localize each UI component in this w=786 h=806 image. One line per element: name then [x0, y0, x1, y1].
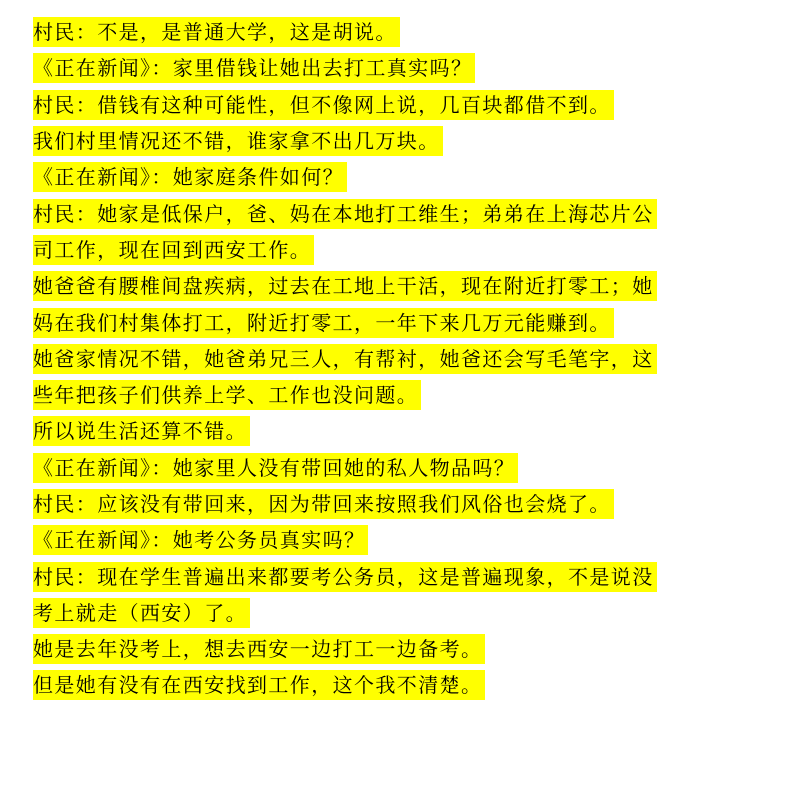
- highlighted-text: 妈在我们村集体打工，附近打零工，一年下来几万元能赚到。: [33, 308, 614, 338]
- text-line: [33, 486, 753, 522]
- text-line: [33, 87, 753, 123]
- highlighted-text: 她爸家情况不错，她爸弟兄三人，有帮衬，她爸还会写毛笔字，这: [33, 344, 657, 374]
- text-line: [33, 377, 753, 413]
- text-line: [33, 232, 753, 268]
- highlighted-text: 村民：现在学生普遍出来都要考公务员，这是普遍现象，不是说没: [33, 562, 657, 592]
- text-line: [33, 50, 753, 86]
- text-line: [33, 631, 753, 667]
- text-line: [33, 595, 753, 631]
- highlighted-text: 《正在新闻》：她家庭条件如何？: [33, 162, 347, 192]
- highlighted-text: 她是去年没考上，想去西安一边打工一边备考。: [33, 634, 485, 664]
- text-line: [33, 268, 753, 304]
- highlighted-text: 《正在新闻》：她考公务员真实吗？: [33, 525, 368, 555]
- highlighted-text: 村民：借钱有这种可能性，但不像网上说，几百块都借不到。: [33, 90, 614, 120]
- highlighted-text: 村民：应该没有带回来，因为带回来按照我们风俗也会烧了。: [33, 489, 614, 519]
- highlighted-text: 《正在新闻》：她家里人没有带回她的私人物品吗？: [33, 453, 518, 483]
- text-line: [33, 450, 753, 486]
- text-line: [33, 123, 753, 159]
- highlighted-text: 但是她有没有在西安找到工作，这个我不清楚。: [33, 670, 485, 700]
- highlighted-text: 些年把孩子们供养上学、工作也没问题。: [33, 380, 421, 410]
- text-line: [33, 522, 753, 558]
- highlighted-text: 村民：她家是低保户，爸、妈在本地打工维生；弟弟在上海芯片公: [33, 199, 657, 229]
- text-line: [33, 195, 753, 231]
- text-line: [33, 341, 753, 377]
- document-body: [33, 14, 753, 704]
- highlighted-text: 我们村里情况还不错，谁家拿不出几万块。: [33, 126, 443, 156]
- highlighted-text: 《正在新闻》：家里借钱让她出去打工真实吗？: [33, 53, 475, 83]
- highlighted-text: 所以说生活还算不错。: [33, 416, 250, 446]
- text-line: [33, 14, 753, 50]
- text-line: [33, 667, 753, 703]
- text-line: [33, 558, 753, 594]
- text-line: [33, 413, 753, 449]
- highlighted-text: 考上就走（西安）了。: [33, 598, 250, 628]
- text-line: [33, 159, 753, 195]
- text-line: [33, 304, 753, 340]
- highlighted-text: 村民：不是，是普通大学，这是胡说。: [33, 17, 400, 47]
- highlighted-text: 司工作，现在回到西安工作。: [33, 235, 314, 265]
- highlighted-text: 她爸爸有腰椎间盘疾病，过去在工地上干活，现在附近打零工；她: [33, 271, 657, 301]
